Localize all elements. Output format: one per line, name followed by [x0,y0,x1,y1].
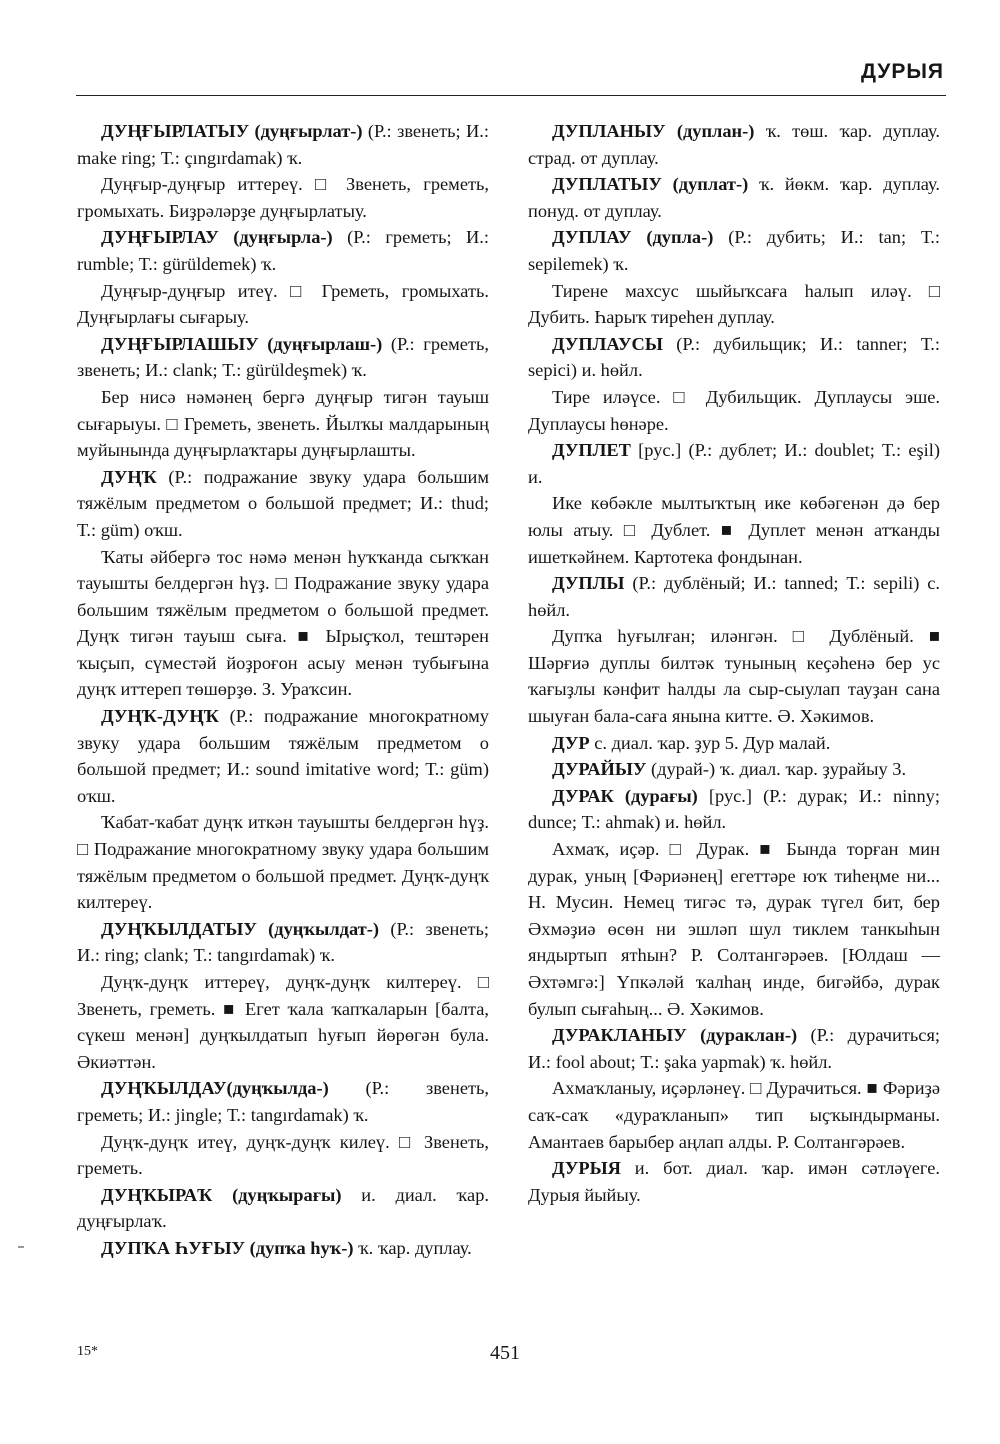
entry-definition: Ҡаты әйбергә тос нәмә менән һуҡҡанда сыҡҡан тауышты белдергән һүҙ. □ Подражание звуку удара большим тяжёлым предметом о большой предмет. Дуңҡ тигән тауыш сыға. ■ Ырыҫҡол, тештәрен ҡыҫып, сүместәй йоҙроғон асыу менән тубығына дуңҡ иттереп төшөрҙө. З. Ураҡсин. [77,546,489,700]
entry-grammar: и. бот. диал. ҡар. имән сәтләүеге. Дурыя йыйыу. [528,1158,940,1205]
entry-definition: Ҡабат-ҡабат дуңҡ иткән тауышты белдергән һүҙ. □ Подражание многократному звуку удара большим тяжёлым предметом о большой предмет. Дуңҡ-дуңҡ килтереү. [77,812,489,913]
dictionary-entry [528,224,940,277]
dictionary-entry [528,1155,940,1208]
running-head: ДУРЫЯ [861,60,944,83]
entry-grammar: (Р.: дублёный; И.: tanned; Т.: sepili) с. һөйл. [528,573,940,620]
dictionary-entry [528,118,940,171]
entry-grammar: (Р.: звенеть, греметь; И.: jingle; Т.: tangırdamak) ҡ. [77,1078,489,1125]
entry-grammar: (Р.: дурачиться; И.: fool about; Т.: şaka yapmak) ҡ. һөйл. [528,1025,941,1072]
entry-grammar: (Р.: дубильщик; И.: tanner; Т.: sepici) и. һөйл. [528,333,940,381]
dictionary-entry [528,171,940,224]
dictionary-entry [528,730,940,757]
entry-definition: Ахмаҡланыу, иҫәрләнеү. □ Дурачиться. ■ Фәриҙә саҡ-саҡ «дураҡланып» тип ыҫҡындырманы. Амантаев барыбер аңлап алды. Р. Солтангәрәев. [528,1078,940,1152]
entry-grammar: (Р.: подражание звуку удара большим тяжёлым предметом о большой предмет; И.: thud; Т.: güm) оҡш. [77,466,489,540]
dictionary-entry [528,331,940,384]
entry-headword: ДУҢҠ-ДУҢҠ [101,706,219,727]
entry-definition: Дуңҡ-дуңҡ иттереү, дуңҡ-дуңҡ килтереү. □ Звенеть, греметь. ■ Егет ҡала ҡапҡаларын [балта, сүкеш менән] дуңҡылдатып һуғып йөрөгән була. Әкиәттән. [77,972,489,1072]
entry-headword: ДУҢҠЫЛДАУ(дуңҡылда-) [101,1078,329,1099]
entry-grammar: [рус.] (Р.: дурак; И.: ninny; dunce; Т.: ahmak) и. һөйл. [528,785,940,833]
entry-headword: ДУПЛЫ [552,573,625,594]
entry-headword: ДУПҠА ҺУҒЫУ (дупҡа һуҡ-) [101,1237,354,1258]
entry-definition: Ахмаҡ, иҫәр. □ Дурак. ■ Бында торған мин дурак, уның [Фәриәнең] егеттәре юҡ тиһеңме ни... Н. Мусин. Немец тигәс тә, дурак түгел бит, бер Әхмәҙиә өсөн ни эшләп шул тиклем танкыһын яндыртып ятһын? Р. Солтангәрәев. [Юлдаш — Әхтәмгә:] Үпкәләй ҡалһаң инде, бигәйбә, дурак булып сығаһың... Ә. Хәкимов. [528,839,940,1019]
dictionary-entry [77,1075,489,1128]
dictionary-entry [77,916,489,969]
entry-headword: ДУРЫЯ [552,1158,621,1179]
entry-grammar: (Р.: звенеть; И.: ring; clank; Т.: tangırdamak) ҡ. [77,918,489,966]
entry-grammar: [рус.] (Р.: дублет; И.: doublet; Т.: eşil) и. [528,440,940,487]
dictionary-entry [77,1235,489,1262]
entry-grammar: (Р.: звенеть; И.: make ring; Т.: çıngırdamak) ҡ. [77,121,489,168]
entry-headword: ДУРАК (дурағы) [552,785,698,806]
entry-headword: ДУҢҠЫЛДАТЫУ (дуңҡылдат-) [101,918,379,939]
entry-headword: ДУПЛАТЫУ (дуплат-) [552,174,749,195]
signature-mark: 15* [77,1344,98,1359]
entry-headword: ДУРАКЛАНЫУ (дураклан-) [552,1025,798,1046]
page-number: 451 [490,1342,520,1364]
entry-headword: ДУҢҠЫРАҠ (дуңҡырағы) [101,1184,342,1205]
entry-grammar: (дурай-) ҡ. диал. ҡар. ҙурайыу 3. [646,759,907,780]
entry-headword: ДУРАЙЫУ [552,759,647,780]
entry-definition: Бер нисә нәмәнең бергә дуңғыр тигән тауыш сығарыуы. □ Греметь, звенеть. Йылҡы малдарының муйынында дуңғырлаҡтары дуңғырлашты. [77,386,489,461]
dictionary-entry [528,437,940,490]
entry-grammar: ҡ. төш. ҡар. дуплау. страд. от дуплау. [528,121,940,168]
entry-headword: ДУПЛАНЫУ (дуплан-) [552,121,755,141]
entry-grammar: и. диал. ҡар. дуңғырлаҡ. [77,1184,489,1232]
entry-headword: ДУҢҠ [101,466,157,487]
left-column [77,118,489,1262]
dictionary-entry [77,703,489,809]
dictionary-entry [528,783,940,836]
dictionary-entry [77,118,489,171]
entry-definition: Дуңғыр-дуңғыр иттереү. □ Звенеть, греметь, громыхать. Биҙрәләрҙе дуңғырлатыу. [77,174,489,221]
header-rule [76,95,946,96]
dictionary-entry [77,1182,489,1235]
dictionary-entry [528,756,940,783]
entry-definition: Тирене махсус шыйыҡсаға һалып иләү. □ Дубить. Һарыҡ тиреһен дуплау. [528,280,940,328]
entry-definition: Дуңҡ-дуңҡ итеү, дуңҡ-дуңҡ килеү. □ Звенеть, греметь. [77,1131,489,1179]
entry-headword: ДУПЛАУСЫ [552,333,663,354]
entry-grammar: (Р.: дубить; И.: tan; Т.: sepilemek) ҡ. [528,227,940,274]
entry-grammar: (Р.: греметь; И.: rumble; Т.: gürüldemek) ҡ. [77,227,489,274]
entry-definition: Ике көбәкле мылтыҡтың ике көбәгенән дә бер юлы атыу. □ Дублет. ■ Дуплет менән атҡанды ишеткәйнем. Картотека фондынан. [528,493,940,567]
dictionary-entry [77,331,489,384]
dictionary-entry [77,224,489,277]
dictionary-entry [77,464,489,544]
entry-grammar: с. диал. ҡар. ҙур 5. Дур малай. [589,732,831,753]
entry-grammar: (Р.: греметь, звенеть; И.: clank; Т.: gürüldeşmek) ҡ. [77,333,489,381]
entry-grammar: ҡ. ҡар. дуплау. [353,1237,472,1258]
entry-headword: ДУПЛЕТ [552,440,631,461]
entry-definition: Дуңғыр-дуңғыр итеү. □ Греметь, громыхать. Дуңғырлағы сығарыу. [77,280,489,328]
margin-mark [18,1246,24,1248]
entry-headword: ДУҢҒЫРЛАУ (дуңғырла-) [101,227,333,248]
entry-definition: Тире иләүсе. □ Дубильщик. Дуплаусы эше. Дуплаусы һөнәре. [528,386,940,434]
entry-definition: Дупҡа һуғылған; иләнгән. □ Дублёный. ■ Шәрғиә дуплы билтәк тунының кеҫәһенә бер ус ҡағыҙлы кәнфит һалды ла сыр-сыулап тауҙан сана шыуған бала-саға янына китте. Ә. Хәкимов. [528,626,940,727]
dictionary-entry [528,1022,940,1075]
entry-headword: ДУР [552,732,590,753]
entry-headword: ДУПЛАУ (дупла-) [552,227,714,248]
dictionary-entry [528,570,940,623]
entry-grammar: (Р.: подражание многократному звуку удара большим тяжёлым предметом о большой предмет; И.: sound imitative word; Т.: güm) оҡш. [77,706,489,806]
right-column [528,118,940,1208]
entry-grammar: ҡ. йөкм. ҡар. дуплау. понуд. от дуплау. [528,174,940,221]
entry-headword: ДУҢҒЫРЛАШЫУ (дуңғырлаш-) [101,333,383,354]
entry-headword: ДУҢҒЫРЛАТЫУ (дуңғырлат-) [101,121,363,141]
